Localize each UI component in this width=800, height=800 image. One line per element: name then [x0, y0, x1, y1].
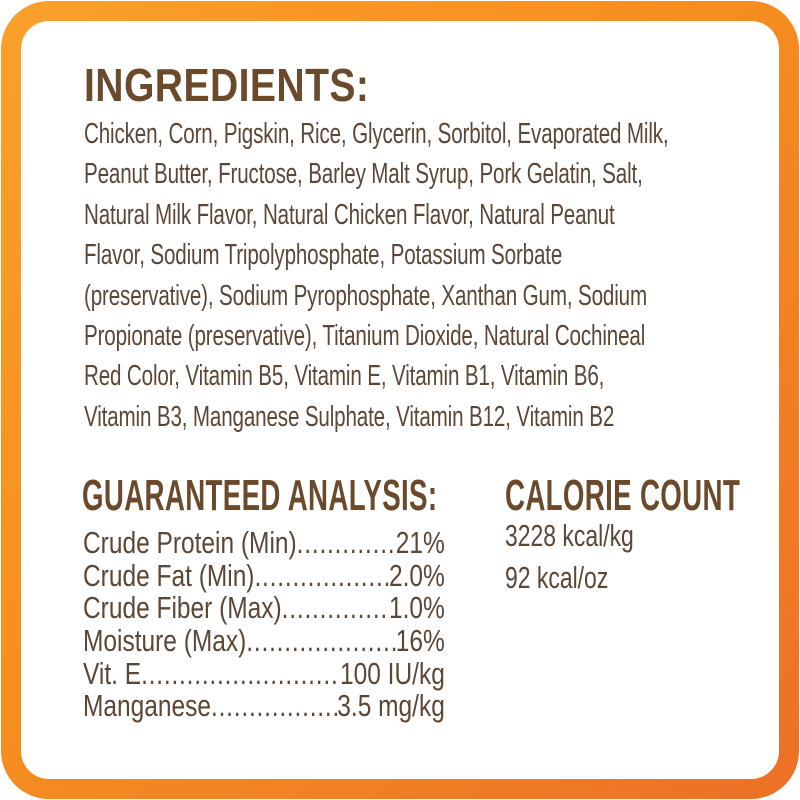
guaranteed-analysis-heading: GUARANTEED ANALYSIS: [82, 471, 438, 520]
analysis-value: 3.5 mg/kg [337, 688, 445, 724]
analysis-value: 2.0% [388, 557, 445, 593]
analysis-label: Crude Fiber (Max) [83, 590, 282, 626]
ingredients-line: (preservative), Sodium Pyrophosphate, Xanthan Gum, Sodium [84, 279, 648, 312]
calorie-count-heading: CALORIE COUNT [505, 471, 741, 520]
analysis-label: Moisture (Max) [83, 623, 247, 659]
analysis-row-crude-fiber [83, 592, 445, 625]
analysis-value: 16% [395, 623, 445, 659]
dot-leader [282, 592, 389, 625]
analysis-label: Crude Fat (Min) [83, 557, 255, 593]
ingredients-line: Red Color, Vitamin B5, Vitamin E, Vitamin B1, Vitamin B6, [84, 360, 605, 393]
dot-leader [254, 560, 389, 593]
calorie-value-kg: 3228 kcal/kg [505, 518, 634, 553]
ingredients-line: Flavor, Sodium Tripolyphosphate, Potassium Sorbate [84, 239, 563, 272]
analysis-row-crude-fat [83, 557, 445, 593]
analysis-row-crude-protein [83, 527, 445, 560]
dot-leader [246, 625, 396, 658]
ingredients-line: Peanut Butter, Fructose, Barley Malt Syrup, Pork Gelatin, Salt, [84, 158, 643, 191]
calorie-count-values [505, 515, 679, 599]
ingredients-line: Chicken, Corn, Pigskin, Rice, Glycerin, Sorbitol, Evaporated Milk, [84, 118, 669, 150]
analysis-value: 21% [395, 525, 445, 560]
dot-leader [211, 690, 337, 723]
guaranteed-analysis-table [83, 527, 445, 723]
analysis-value: 100 IU/kg [339, 655, 445, 691]
calorie-value-oz: 92 kcal/oz [505, 560, 609, 595]
analysis-label: Manganese [83, 688, 211, 724]
dot-leader [141, 658, 340, 691]
analysis-value: 1.0% [388, 590, 445, 626]
analysis-label: Vit. E [83, 655, 142, 691]
ingredients-line: Vitamin B3, Manganese Sulphate, Vitamin B12, Vitamin B2 [84, 400, 615, 433]
ingredients-line: Propionate (preservative), Titanium Dioxide, Natural Cochineal [84, 319, 646, 352]
analysis-row-vitamin-e [83, 655, 445, 691]
analysis-row-manganese [83, 690, 445, 723]
analysis-label: Crude Protein (Min) [83, 525, 297, 560]
ingredients-heading: INGREDIENTS: [84, 59, 370, 111]
ingredients-line: Natural Milk Flavor, Natural Chicken Flavor, Natural Peanut [84, 198, 615, 231]
dot-leader [297, 527, 396, 560]
ingredients-text [84, 114, 800, 437]
analysis-row-moisture [83, 625, 445, 658]
